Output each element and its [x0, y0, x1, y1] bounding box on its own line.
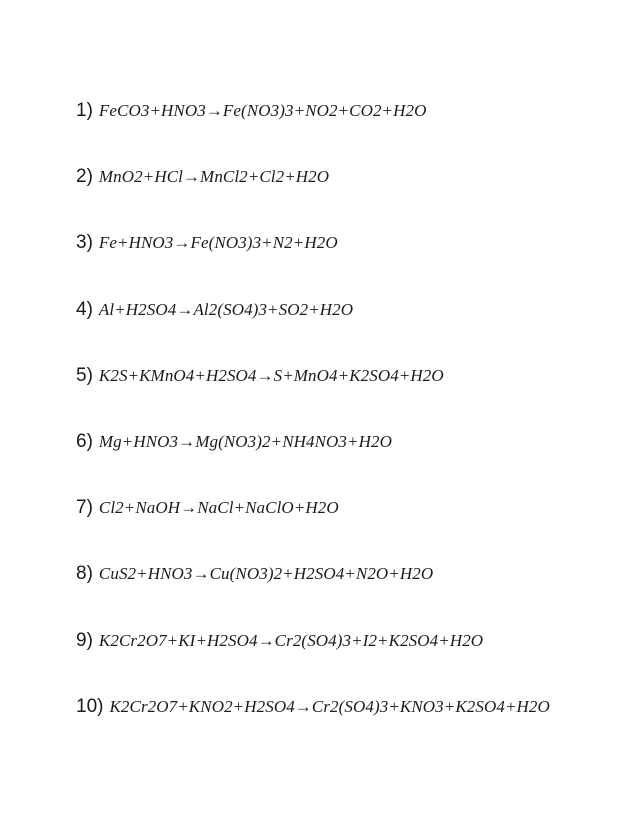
equation-number: 7) [76, 497, 93, 519]
equation-formula: Al+H2SO4→Al2(SO4)3+SO2+H2O [98, 299, 354, 319]
equation-number: 6) [76, 431, 93, 453]
equation-formula: K2Cr2O7+KNO2+H2SO4→Cr2(SO4)3+KNO3+K2SO4+H2O [109, 696, 550, 716]
equation-number: 5) [76, 364, 93, 386]
equation-item [76, 541, 626, 607]
equation-item [76, 674, 626, 740]
equation-formula: K2Cr2O7+KI+H2SO4→Cr2(SO4)3+I2+K2SO4+H2O [98, 630, 484, 650]
equation-number: 2) [76, 166, 93, 188]
equation-item [76, 475, 626, 541]
equation-formula: Cl2+NaOH→NaCl+NaClO+H2O [98, 498, 339, 518]
equation-item [76, 343, 626, 409]
equation-formula: FeCO3+HNO3→Fe(NO3)3+NO2+CO2+H2O [98, 101, 427, 121]
equation-item [76, 409, 626, 475]
equation-formula: Mg+HNO3→Mg(NO3)2+NH4NO3+H2O [98, 432, 392, 452]
equation-formula: CuS2+HNO3→Cu(NO3)2+H2SO4+N2O+H2O [98, 564, 434, 584]
equation-number: 10) [76, 695, 104, 717]
equation-list [76, 78, 626, 740]
equation-formula: Fe+HNO3→Fe(NO3)3+N2+H2O [98, 233, 338, 253]
equation-number: 4) [76, 298, 93, 320]
equation-item [76, 608, 626, 674]
equation-number: 8) [76, 563, 93, 585]
equation-item [76, 210, 626, 276]
equation-item [76, 78, 626, 144]
equation-number: 3) [76, 232, 93, 254]
equation-item [76, 277, 626, 343]
equation-item [76, 144, 626, 210]
equation-number: 9) [76, 629, 93, 651]
equation-formula: K2S+KMnO4+H2SO4→S+MnO4+K2SO4+H2O [98, 365, 444, 385]
equation-number: 1) [76, 100, 93, 122]
equation-formula: MnO2+HCl→MnCl2+Cl2+H2O [98, 167, 330, 187]
